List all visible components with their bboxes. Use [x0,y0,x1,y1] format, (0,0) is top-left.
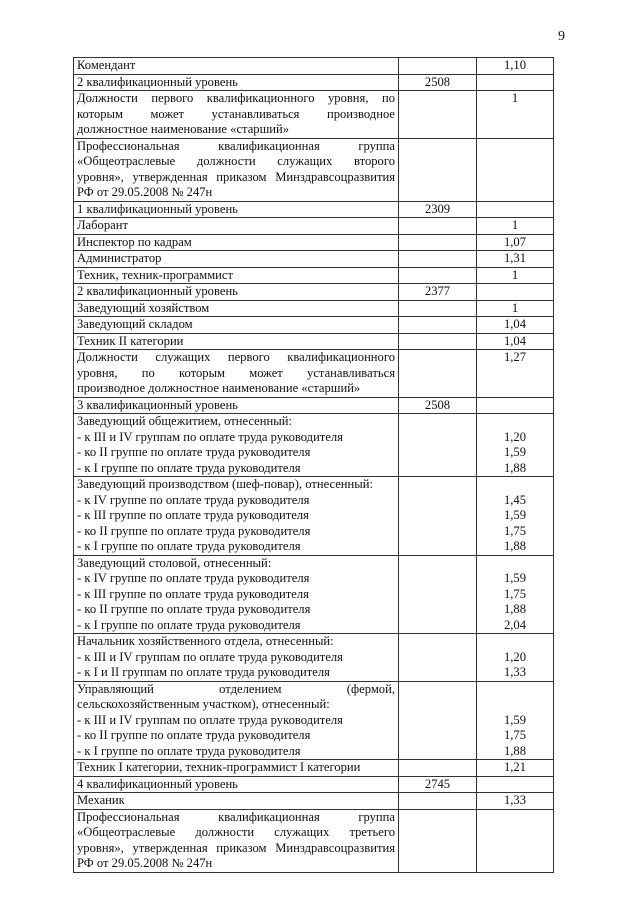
group-header: Управляющий отделением (фермой, [77,681,395,696]
position-name-line: которым может устанавливаться производное [77,106,395,121]
base-salary-cell: 2508 [399,397,477,414]
table-row [74,300,554,317]
base-salary-cell [399,234,477,251]
position-name-cell [74,58,399,75]
coefficient-cell [477,634,554,682]
base-salary-cell [399,218,477,235]
position-name-cell [74,317,399,334]
group-item-coefficient: 1,75 [503,523,527,538]
table-row [74,201,554,218]
coefficient-cell: 1,21 [477,760,554,777]
position-name: 3 квалификационный уровень [77,397,238,412]
position-name-cell [74,414,399,477]
position-name: Заведующий хозяйством [77,300,210,315]
position-name-cell [74,91,399,139]
base-salary-cell [399,333,477,350]
coefficient-cell [477,477,554,556]
table-row [74,234,554,251]
coefficient-cell [477,414,554,477]
group-item-coefficient: 1,88 [503,460,527,475]
table-row [74,793,554,810]
group-item-label: - к III и IV группам по оплате труда руководителя [77,649,343,664]
position-name-line: производное должностное наименование «старший» [77,381,361,395]
position-name-line: Профессиональная квалификационная группа [77,138,395,153]
table-row [74,681,554,760]
base-salary-cell [399,91,477,139]
group-item-label: - к I группе по оплате труда руководителя [77,617,301,632]
coefficient-cell: 1,27 [477,350,554,398]
base-salary-cell: 2309 [399,201,477,218]
table-row [74,414,554,477]
table-row [74,809,554,872]
group-item-label: - к III и IV группам по оплате труда руководителя [77,712,343,727]
base-salary-cell [399,267,477,284]
table-row [74,634,554,682]
position-name-line: Должности служащих первого квалификационного [77,350,395,364]
base-salary-cell [399,555,477,634]
position-name-cell [74,234,399,251]
table-row [74,760,554,777]
base-salary-cell: 2377 [399,284,477,301]
group-item-label: - к I группе по оплате труда руководителя [77,539,301,553]
group-item-coefficient: 1,20 [503,649,527,664]
position-name: 2 квалификационный уровень [77,284,238,298]
table-row [74,477,554,556]
coefficient-cell: 1 [477,91,554,139]
coefficient-cell [477,555,554,634]
position-name-cell [74,333,399,350]
coefficient-cell [477,284,554,301]
coefficient-cell: 1,10 [477,58,554,75]
group-item-label: - к IV группе по оплате труда руководителя [77,571,310,585]
coefficient-cell: 1 [477,218,554,235]
group-header: Заведующий общежитием, отнесенный: [77,414,292,428]
position-name-cell [74,267,399,284]
group-item-label: - к IV группе по оплате труда руководителя [77,492,310,507]
group-item-label: - к III группе по оплате труда руководителя [77,508,309,522]
group-item-coefficient: 1,59 [503,571,527,585]
group-item-coefficient: 1,20 [503,429,527,444]
position-name-cell [74,634,399,682]
coefficient-spacer [480,556,550,572]
coefficient-spacer [480,697,550,713]
group-header: сельскохозяйственным участком), отнесенный: [77,697,330,711]
table-row [74,267,554,284]
group-header: Заведующий столовой, отнесенный: [77,555,272,570]
group-item-label: - ко II группе по оплате труда руководителя [77,602,311,616]
position-name: Заведующий складом [77,317,193,331]
position-name-cell [74,218,399,235]
group-item-coefficient: 2,04 [503,617,527,632]
position-name: Лаборант [77,218,128,232]
position-name-line: «Общеотраслевые должности служащих третьего [77,825,395,839]
group-item-coefficient: 1,88 [503,539,527,553]
table-row [74,397,554,414]
base-salary-cell: 2508 [399,74,477,91]
coefficient-cell [477,74,554,91]
table-row [74,74,554,91]
table-row [74,138,554,201]
base-salary-cell [399,138,477,201]
base-salary-cell [399,317,477,334]
position-name: Техник I категории, техник-программист I категории [77,760,361,774]
position-name: Техник II категории [77,333,184,348]
coefficient-cell: 1 [477,300,554,317]
table-row [74,776,554,793]
position-name: 4 квалификационный уровень [77,776,238,791]
base-salary-cell [399,300,477,317]
group-header: Заведующий производством (шеф-повар), отнесенный: [77,477,373,491]
coefficient-cell: 1,04 [477,317,554,334]
coefficient-cell [477,809,554,872]
position-name: Комендант [77,58,136,72]
group-item-label: - к I и II группам по оплате труда руководителя [77,665,330,679]
group-item-label: - к III и IV группам по оплате труда руководителя [77,429,343,444]
base-salary-cell [399,793,477,810]
group-item-label: - к I группе по оплате труда руководителя [77,743,301,758]
base-salary-cell [399,634,477,682]
base-salary-cell [399,809,477,872]
position-name-cell [74,760,399,777]
base-salary-cell [399,477,477,556]
position-name-cell [74,300,399,317]
group-item-coefficient: 1,59 [503,712,527,727]
position-name-cell [74,201,399,218]
position-name-cell [74,681,399,760]
page-number: 9 [558,29,565,44]
group-item-coefficient: 1,88 [503,743,527,758]
position-name: Техник, техник-программист [77,267,234,282]
position-name-line: «Общеотраслевые должности служащих второго [77,154,395,168]
coefficient-spacer [480,414,550,430]
position-name-line: уровня», утвержденная приказом Минздравсоцразвития [77,840,395,855]
position-name-cell [74,251,399,268]
position-name-cell [74,397,399,414]
coefficient-spacer [480,477,550,493]
coefficient-cell: 1 [477,267,554,284]
table-row [74,555,554,634]
base-salary-cell [399,350,477,398]
position-name-cell [74,74,399,91]
base-salary-cell [399,414,477,477]
group-item-label: - ко II группе по оплате труда руководителя [77,523,311,538]
table-row [74,91,554,139]
group-header: Начальник хозяйственного отдела, отнесенный: [77,634,334,648]
table-row [74,251,554,268]
base-salary-cell: 2745 [399,776,477,793]
salary-coefficients-table [73,57,554,873]
group-item-coefficient: 1,33 [503,665,527,679]
base-salary-cell [399,681,477,760]
table-body [74,58,554,873]
position-name-line: РФ от 29.05.2008 № 247н [77,856,213,870]
position-name-cell [74,793,399,810]
position-name: 1 квалификационный уровень [77,201,238,216]
coefficient-cell [477,681,554,760]
group-item-label: - ко II группе по оплате труда руководителя [77,728,311,742]
position-name-line: Должности первого квалификационного уровня, по [77,91,395,105]
position-name-cell [74,555,399,634]
table-row [74,58,554,75]
group-item-label: - ко II группе по оплате труда руководителя [77,445,311,459]
position-name-cell [74,477,399,556]
table-row [74,333,554,350]
coefficient-cell [477,776,554,793]
group-item-coefficient: 1,45 [503,492,527,507]
coefficient-cell [477,138,554,201]
coefficient-cell: 1,04 [477,333,554,350]
coefficient-cell [477,397,554,414]
position-name-cell [74,284,399,301]
coefficient-cell [477,201,554,218]
base-salary-cell [399,760,477,777]
group-item-label: - к I группе по оплате труда руководителя [77,460,301,475]
position-name: Инспектор по кадрам [77,234,192,249]
base-salary-cell [399,251,477,268]
group-item-coefficient: 1,75 [503,728,527,742]
position-name-cell [74,776,399,793]
table-row [74,317,554,334]
position-name-line: уровня», утвержденная приказом Минздравсоцразвития [77,169,395,184]
base-salary-cell [399,58,477,75]
position-name-cell [74,350,399,398]
position-name-cell [74,809,399,872]
group-item-coefficient: 1,59 [503,445,527,459]
position-name: Механик [77,793,125,807]
table-row [74,218,554,235]
coefficient-spacer [480,682,550,698]
table-row [74,284,554,301]
position-name-cell [74,138,399,201]
position-name: Администратор [77,251,162,265]
group-item-coefficient: 1,88 [503,602,527,616]
position-name: 2 квалификационный уровень [77,74,238,89]
coefficient-cell: 1,07 [477,234,554,251]
table-row [74,350,554,398]
group-item-label: - к III группе по оплате труда руководителя [77,586,309,601]
group-item-coefficient: 1,75 [503,586,527,601]
position-name-line: РФ от 29.05.2008 № 247н [77,185,213,199]
group-item-coefficient: 1,59 [503,508,527,522]
position-name-line: уровня, по которым может устанавливаться [77,365,395,380]
position-name-line: Профессиональная квалификационная группа [77,809,395,824]
position-name-line: должностное наименование «старший» [77,122,290,136]
coefficient-cell: 1,33 [477,793,554,810]
coefficient-cell: 1,31 [477,251,554,268]
coefficient-spacer [480,634,550,650]
